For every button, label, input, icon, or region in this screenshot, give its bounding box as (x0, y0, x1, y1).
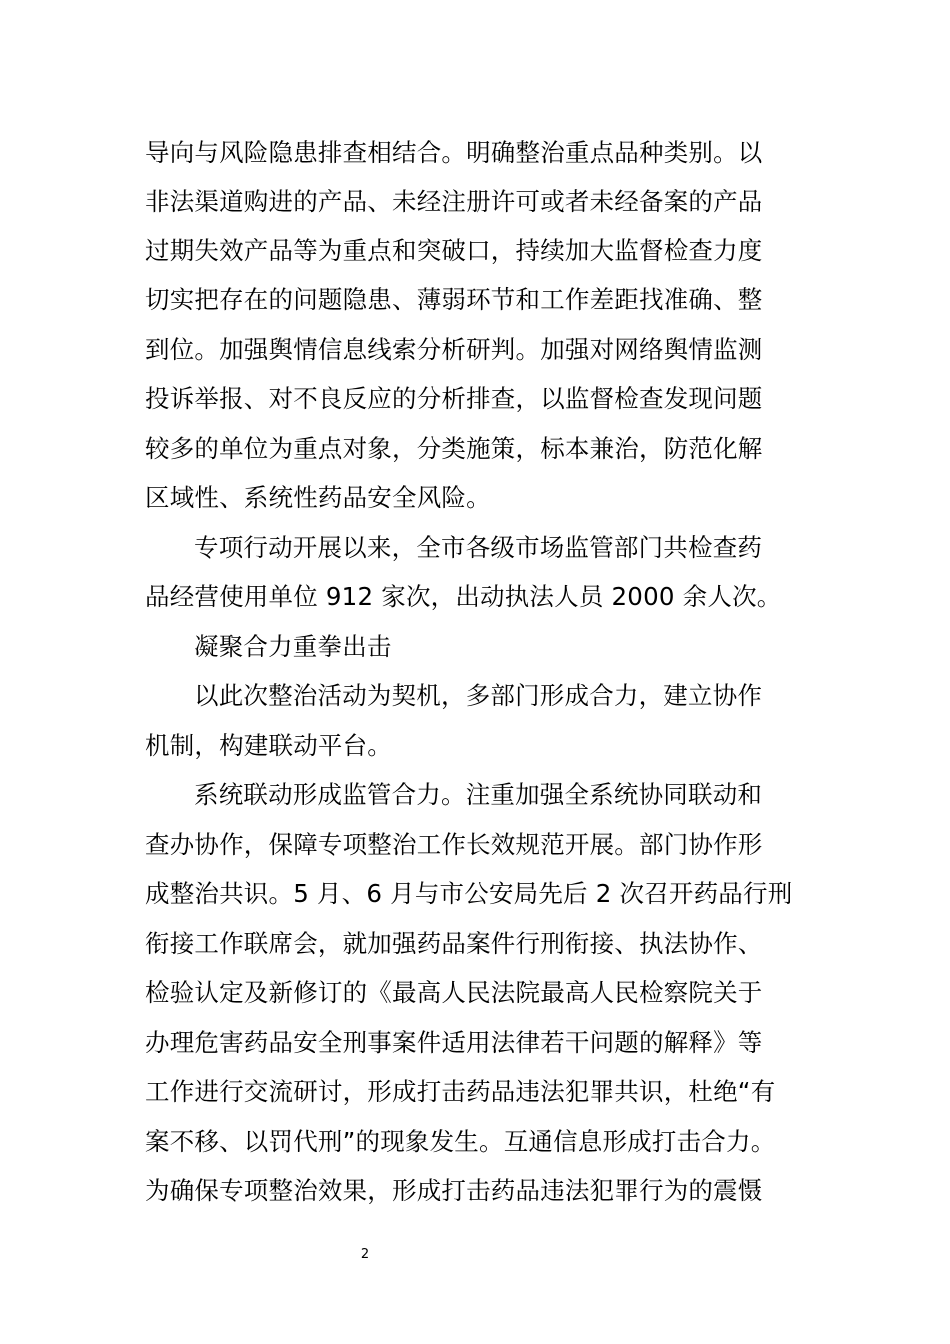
text-line-16: 成整治共识。5 月、6 月与市公安局先后 2 次召开药品行刑 (145, 879, 793, 908)
text-line-4: 切实把存在的问题隐患、薄弱环节和工作差距找准确、整 (145, 285, 763, 314)
page-number: 2 (360, 1247, 370, 1262)
text-line-17: 衔接工作联席会，就加强药品案件行刑衔接、执法协作、 (145, 929, 763, 958)
text-line-12: 以此次整治活动为契机，多部门形成合力，建立协作 (194, 681, 763, 710)
text-line-10: 品经营使用单位 912 家次，出动执法人员 2000 余人次。 (145, 582, 782, 611)
text-line-2: 非法渠道购进的产品、未经注册许可或者未经备案的产品 (145, 187, 763, 216)
text-line-19: 办理危害药品安全刑事案件适用法律若干问题的解释》等 (145, 1028, 763, 1057)
text-line-5: 到位。加强舆情信息线索分析研判。加强对网络舆情监测 (145, 335, 763, 364)
text-line-22: 为确保专项整治效果，形成打击药品违法犯罪行为的震慑 (145, 1176, 763, 1205)
text-line-7: 较多的单位为重点对象，分类施策，标本兼治，防范化解 (145, 434, 763, 463)
section-heading: 凝聚合力重拳出击 (194, 632, 392, 661)
text-line-1: 导向与风险隐患排查相结合。明确整治重点品种类别。以 (145, 138, 763, 167)
text-line-15: 查办协作，保障专项整治工作长效规范开展。部门协作形 (145, 830, 763, 859)
text-line-3: 过期失效产品等为重点和突破口，持续加大监督检查力度 (145, 236, 763, 265)
text-line-18: 检验认定及新修订的《最高人民法院最高人民检察院关于 (145, 978, 763, 1007)
text-line-13: 机制，构建联动平台。 (145, 731, 392, 760)
text-line-14: 系统联动形成监管合力。注重加强全系统协同联动和 (194, 780, 763, 809)
text-line-21: 案不移、以罚代刑”的现象发生。互通信息形成打击合力。 (145, 1127, 776, 1156)
text-line-6: 投诉举报、对不良反应的分析排查，以监督检查发现问题 (145, 384, 763, 413)
text-line-20: 工作进行交流研讨，形成打击药品违法犯罪共识，杜绝“有 (145, 1077, 776, 1106)
text-line-9: 专项行动开展以来，全市各级市场监管部门共检查药 (194, 533, 763, 562)
text-line-8: 区域性、系统性药品安全风险。 (145, 483, 491, 512)
